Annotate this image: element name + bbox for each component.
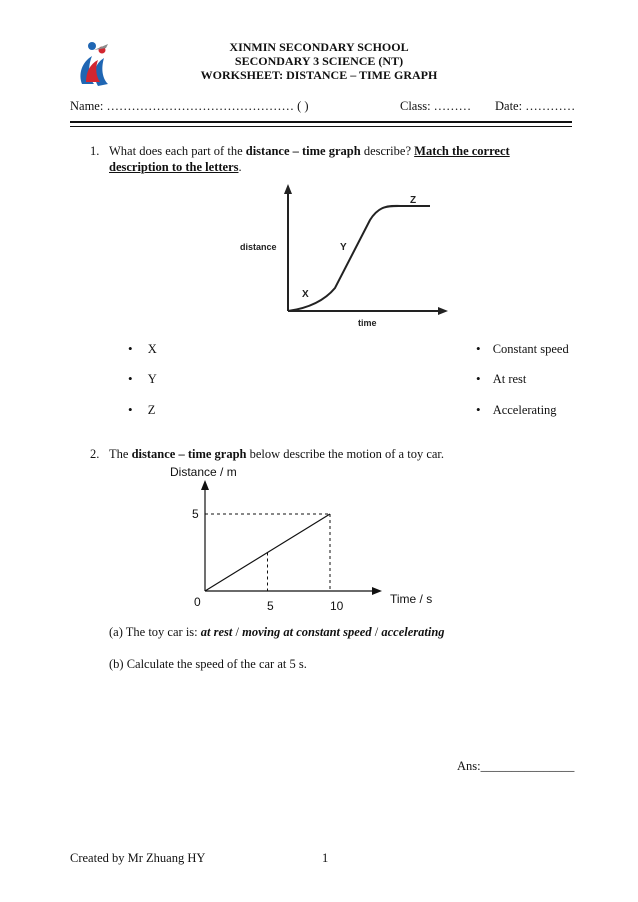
right-item-accelerating[interactable] <box>476 402 557 418</box>
q2-number: 2. <box>90 447 100 461</box>
bullet: • <box>476 402 481 417</box>
q2-text-a: The <box>109 447 132 461</box>
q2-toy-car-graph <box>150 460 450 620</box>
q1-text-b: describe? <box>360 144 415 158</box>
q2-ylabel: Distance / m <box>170 465 237 479</box>
right-item-constant-speed[interactable] <box>476 341 569 357</box>
page-number: 1 <box>322 851 329 865</box>
bullet: • <box>128 402 133 417</box>
q1-text-underline-1: Match the correct <box>414 144 510 158</box>
bullet: • <box>476 341 481 356</box>
right-item-label: Constant speed <box>492 342 569 356</box>
q2-part-a <box>109 624 445 640</box>
bullet: • <box>128 371 133 386</box>
q1-label-z: Z <box>410 195 417 206</box>
left-item-z[interactable] <box>128 402 155 418</box>
q1-number: 1. <box>90 144 100 158</box>
q1-ylabel: distance <box>240 242 277 252</box>
q1-xlabel: time <box>358 318 377 328</box>
q2-x-axis-arrow <box>372 587 382 595</box>
q1-text-line2 <box>109 159 242 175</box>
left-item-label: Y <box>147 372 157 386</box>
q1-x-axis-arrow <box>438 307 448 315</box>
course-level: SECONDARY 3 SCIENCE (NT) <box>234 54 404 68</box>
answer-line[interactable]: Ans:_______________ <box>457 759 575 773</box>
name-field[interactable]: Name: ……………………………………… ( ) <box>70 99 309 113</box>
header-rule-thick <box>70 121 572 123</box>
q1-curve <box>288 206 430 311</box>
option-constant-speed[interactable]: moving at constant speed <box>242 625 372 639</box>
footer-author: Created by Mr Zhuang HY <box>70 851 206 865</box>
worksheet-title: WORKSHEET: DISTANCE – TIME GRAPH <box>200 68 438 82</box>
q1-text-bold: distance – time graph <box>245 144 361 158</box>
q2-tick-y5: 5 <box>192 507 199 521</box>
class-field[interactable]: Class: ……… <box>400 99 472 113</box>
q1-text <box>109 143 569 159</box>
right-item-label: At rest <box>492 372 527 386</box>
right-item-at-rest[interactable] <box>476 371 526 387</box>
q2-part-b: (b) Calculate the speed of the car at 5 s. <box>109 657 307 671</box>
q2-text-b: below describe the motion of a toy car. <box>246 447 445 461</box>
q1-text-underline-2: description to the letters <box>109 160 239 174</box>
option-separator: / <box>371 625 382 639</box>
q1-label-y: Y <box>340 242 347 253</box>
right-item-label: Accelerating <box>492 403 557 417</box>
option-at-rest[interactable]: at rest <box>200 625 233 639</box>
header-rule-thin <box>70 126 572 127</box>
left-item-label: Z <box>147 403 156 417</box>
left-item-y[interactable] <box>128 371 157 387</box>
option-accelerating[interactable]: accelerating <box>381 625 445 639</box>
q2-xlabel: Time / s <box>390 592 433 606</box>
date-field[interactable]: Date: ………… <box>495 99 576 113</box>
q1-text-end: . <box>238 160 242 174</box>
option-separator: / <box>232 625 243 639</box>
q2-tick-x10: 10 <box>330 599 344 613</box>
left-item-label: X <box>147 342 157 356</box>
left-item-x[interactable] <box>128 341 157 357</box>
q2-part-a-prefix: (a) The toy car is: <box>109 625 201 639</box>
bullet: • <box>128 341 133 356</box>
bullet: • <box>476 371 481 386</box>
q2-tick-x5: 5 <box>267 599 274 613</box>
school-name: XINMIN SECONDARY SCHOOL <box>229 40 409 54</box>
q1-text-a: What does each part of the <box>109 144 246 158</box>
q2-origin-label: 0 <box>194 595 201 609</box>
q2-text-bold: distance – time graph <box>131 447 247 461</box>
q1-distance-time-graph <box>230 180 450 330</box>
q1-label-x: X <box>302 289 309 300</box>
